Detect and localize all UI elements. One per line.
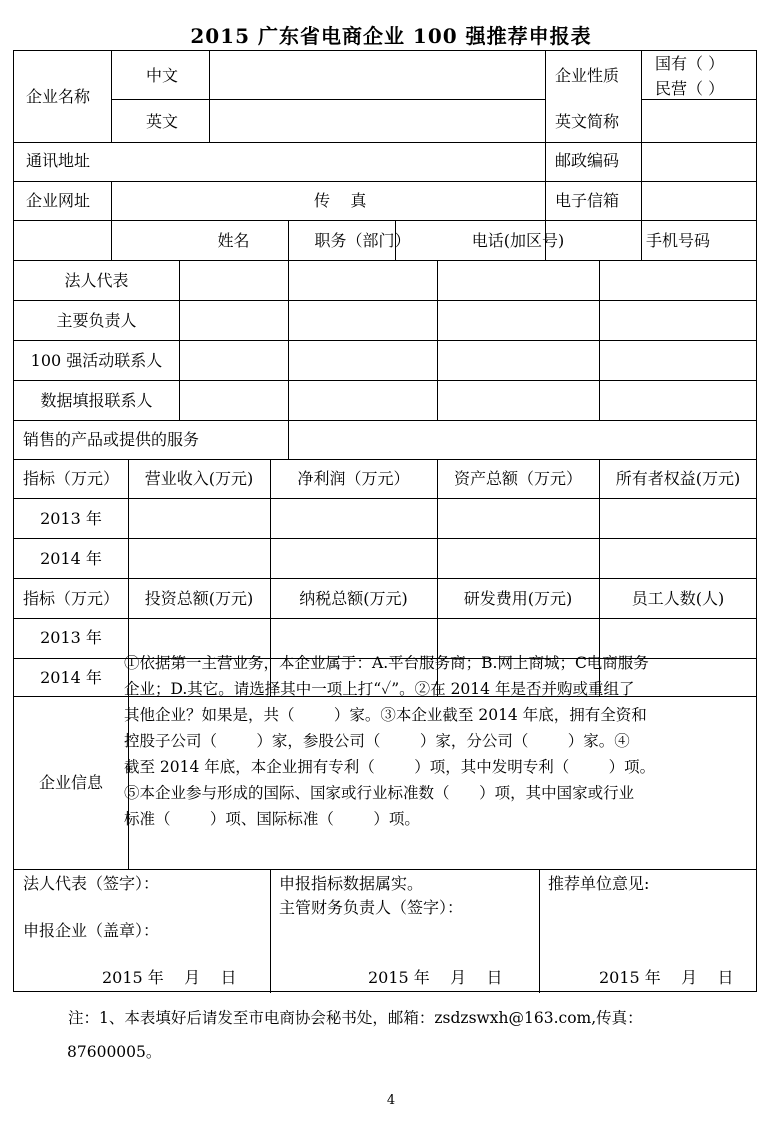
finance2-header-rnd: 研发费用(万元)	[463, 589, 573, 608]
finance-date: 2015 年 月 日	[368, 968, 503, 987]
finance1-header-revenue: 营业收入(万元)	[144, 469, 254, 488]
finance1-header-total-assets: 资产总额（万元）	[453, 469, 582, 488]
data-true-statement: 申报指标数据属实。	[279, 874, 424, 893]
recommender-opinion-label: 推荐单位意见:	[548, 874, 650, 893]
info-line: ①依据第一主营业务，本企业属于：A.平台服务商；B.网上商城；C电商服务	[124, 654, 649, 672]
applicant-date: 2015 年 月 日	[102, 968, 237, 987]
nature-option-private: 民营（ ）	[655, 79, 725, 98]
legal-rep-signature-label: 法人代表（签字）：	[23, 874, 160, 893]
finance2-header-investment: 投资总额(万元)	[144, 589, 254, 608]
contact-header-mobile: 手机号码	[645, 231, 710, 250]
email-label: 电子信箱	[555, 191, 620, 210]
footnote-line-2: 87600005。	[67, 1043, 162, 1061]
postcode-label: 邮政编码	[555, 151, 620, 170]
enterprise-info-label: 企业信息	[38, 773, 103, 792]
finance1-year-2013: 2013 年	[40, 509, 102, 528]
finance1-header-equity: 所有者权益(万元)	[615, 469, 741, 488]
contact-row-data-contact: 数据填报联系人	[40, 391, 153, 410]
info-line: 控股子公司（ ）家，参股公司（ ）家，分公司（ ）家。④	[124, 732, 630, 750]
enterprise-info-text	[124, 650, 736, 832]
form-title: 2015 广东省电商企业 100 强推荐申报表	[190, 24, 592, 48]
products-services-label: 销售的产品或提供的服务	[23, 430, 200, 449]
footnote-line-1: 注：1、本表填好后请发至市电商协会秘书处，邮箱：zsdzswxh@163.com,传真：	[68, 1009, 643, 1027]
finance2-year-2013: 2013 年	[40, 628, 102, 647]
english-abbr-label: 英文简称	[555, 112, 620, 131]
nature-option-state-owned: 国有（ ）	[655, 54, 725, 73]
finance1-header-net-profit: 净利润（万元）	[297, 469, 410, 488]
page-number: 4	[386, 1093, 396, 1108]
company-name-label: 企业名称	[26, 87, 91, 106]
info-line: 其他企业？如果是，共（ ）家。③本企业截至 2014 年底，拥有全资和	[124, 706, 647, 724]
info-line: 企业；D.其它。请选择其中一项上打“✓”。②在 2014 年是否并购或重组了	[124, 680, 635, 698]
contact-row-principal: 主要负责人	[56, 311, 137, 330]
finance2-header-indicator: 指标（万元）	[22, 589, 119, 608]
info-line: ⑤本企业参与形成的国际、国家或行业标准数（ ）项，其中国家或行业	[124, 784, 635, 802]
address-label: 通讯地址	[26, 151, 91, 170]
application-form-table	[13, 50, 757, 992]
applicant-seal-label: 申报企业（盖章）：	[23, 921, 160, 940]
fax-label: 传 真	[314, 191, 367, 210]
recommender-date: 2015 年 月 日	[599, 968, 734, 987]
finance2-header-tax: 纳税总额(万元)	[299, 589, 408, 608]
chinese-name-label: 中文	[146, 66, 179, 85]
finance2-year-2014: 2014 年	[40, 668, 102, 687]
finance1-header-indicator: 指标（万元）	[22, 469, 119, 488]
finance-head-signature-label: 主管财务负责人（签字）：	[279, 898, 464, 917]
contact-row-legal-rep: 法人代表	[64, 271, 129, 290]
footnote	[67, 1003, 718, 1061]
enterprise-nature-label: 企业性质	[555, 66, 620, 85]
contact-header-phone: 电话(加区号)	[471, 231, 565, 250]
contact-header-name: 姓名	[217, 231, 250, 250]
english-name-label: 英文	[146, 112, 179, 131]
info-line: 标准（ ）项、国际标准（ ）项。	[124, 810, 420, 828]
contact-header-position: 职务（部门）	[314, 231, 411, 250]
finance2-header-employees: 员工人数(人)	[631, 589, 725, 608]
website-label: 企业网址	[26, 191, 91, 210]
finance1-year-2014: 2014 年	[40, 549, 102, 568]
info-line: 截至 2014 年底，本企业拥有专利（ ）项，其中发明专利（ ）项。	[124, 758, 656, 776]
contact-row-activity-contact: 100 强活动联系人	[30, 351, 163, 370]
